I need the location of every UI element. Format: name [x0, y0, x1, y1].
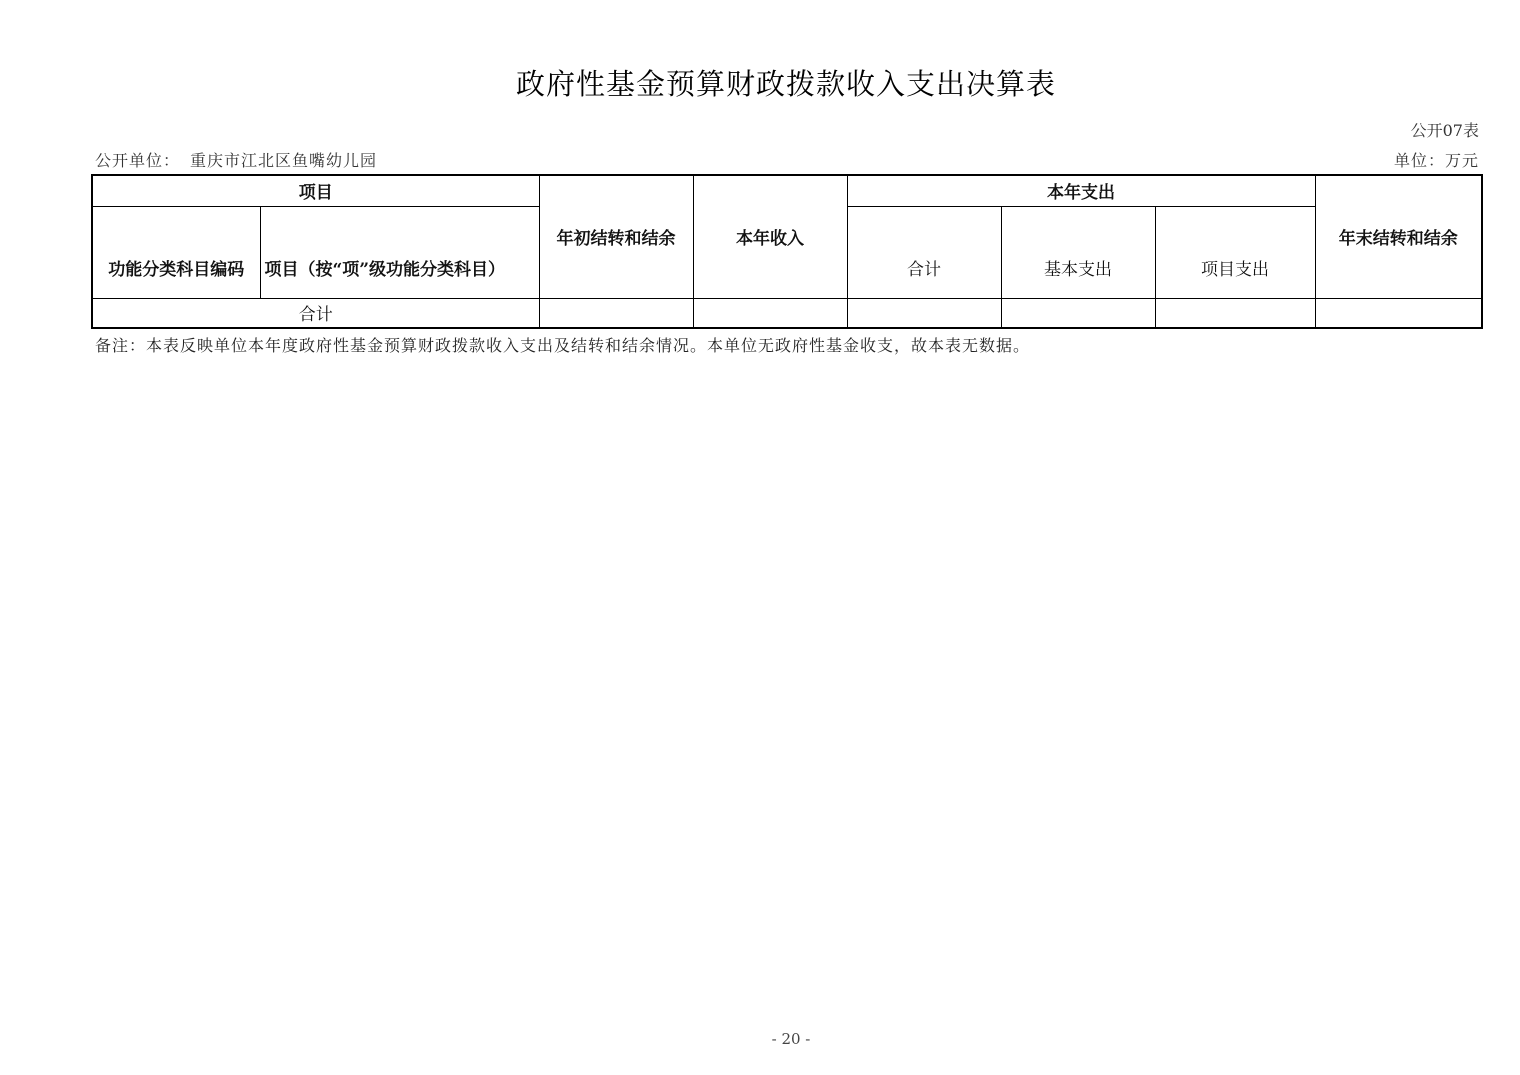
- org-label: 公开单位：: [95, 151, 181, 170]
- header-func-code: 功能分类科目编码: [92, 206, 260, 298]
- header-project-expense: 项目支出: [1155, 206, 1315, 298]
- total-income: [693, 298, 847, 328]
- table-row: [92, 298, 1482, 328]
- header-basic-expense: 基本支出: [1001, 206, 1155, 298]
- org-name: 重庆市江北区鱼嘴幼儿园: [190, 151, 378, 170]
- total-begin-balance: [539, 298, 693, 328]
- total-row-label: 合计: [92, 298, 539, 328]
- total-project-expense: [1155, 298, 1315, 328]
- header-end-balance: 年末结转和结余: [1315, 175, 1482, 298]
- header-item-name: 项目（按“项”级功能分类科目）: [260, 206, 539, 298]
- table-number: 公开07表: [1410, 121, 1479, 140]
- page-title: 政府性基金预算财政拨款收入支出决算表: [515, 67, 1056, 101]
- header-expense-group: 本年支出: [847, 175, 1315, 206]
- unit-info-row: [95, 148, 1479, 171]
- table-note: 备注：本表反映单位本年度政府性基金预算财政拨款收入支出及结转和结余情况。本单位无政府性基金收支，故本表无数据。: [95, 336, 1031, 355]
- budget-table: [91, 174, 1483, 329]
- header-income: 本年收入: [693, 175, 847, 298]
- total-expense-total: [847, 298, 1001, 328]
- page-number: - 20 -: [771, 1030, 811, 1048]
- header-item: 项目: [92, 175, 539, 206]
- total-end-balance: [1315, 298, 1482, 328]
- unit-label: 单位：万元: [1393, 151, 1479, 170]
- header-expense-total: 合计: [847, 206, 1001, 298]
- total-basic-expense: [1001, 298, 1155, 328]
- header-begin-balance: 年初结转和结余: [539, 175, 693, 298]
